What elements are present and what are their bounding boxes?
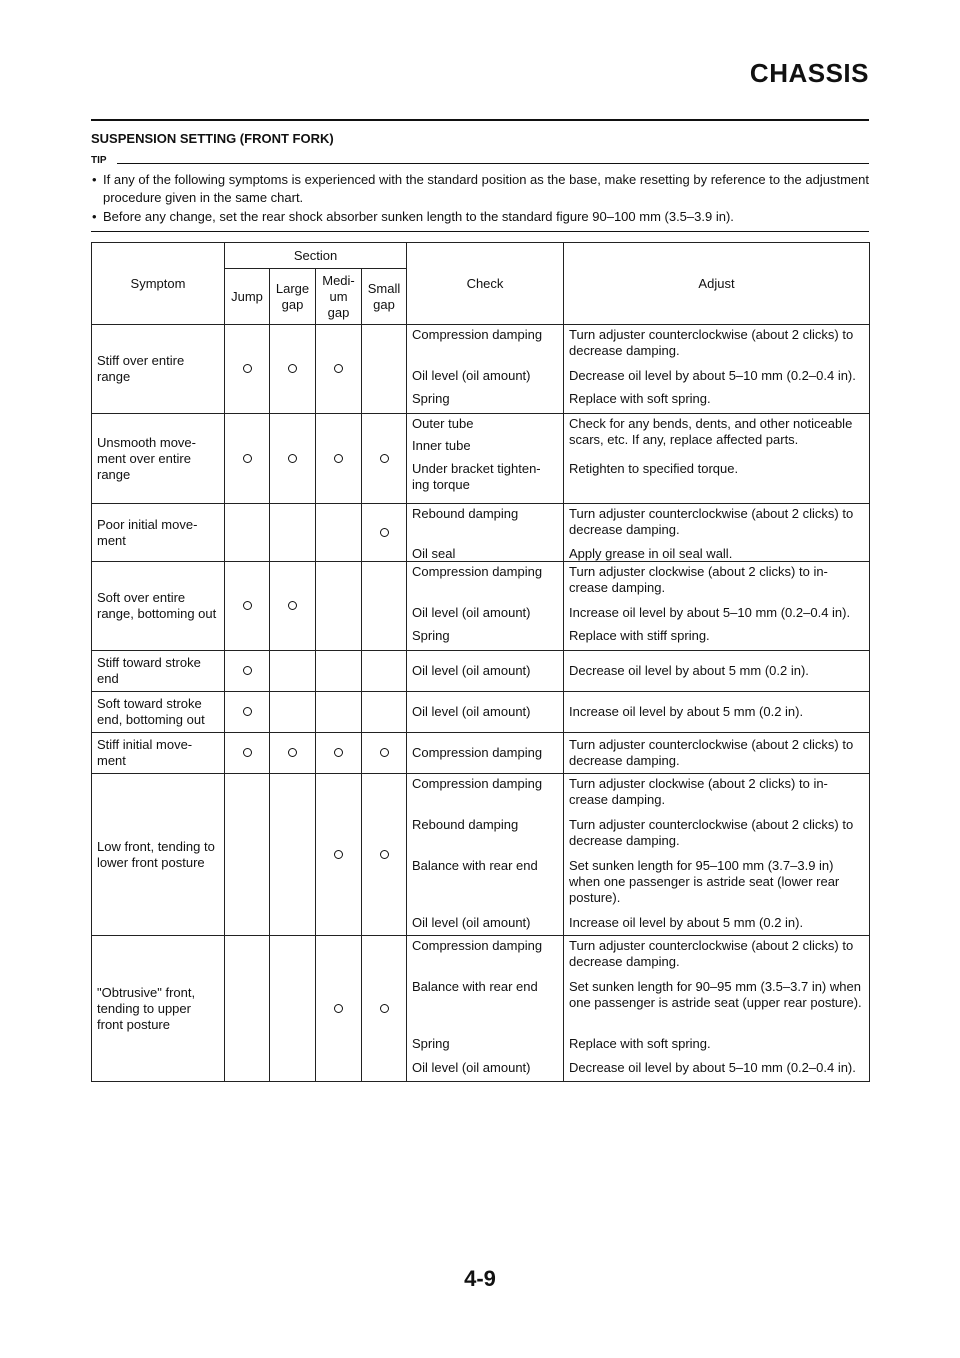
adjust-item: Turn adjuster counterclockwise (about 2 clicks) to decrease damping.: [569, 817, 854, 848]
adjust-item: Turn adjuster counterclockwise (about 2 clicks) to decrease damping.: [569, 938, 854, 969]
jump-mark-cell: [225, 651, 270, 692]
large-gap-mark-cell: [270, 414, 316, 504]
jump-mark-cell: [225, 504, 270, 562]
adjust-item: Check for any bends, dents, and other noticeable scars, etc. If any, replace affected parts.: [569, 416, 853, 447]
small-gap-mark-cell: [362, 733, 407, 774]
jump-mark-cell: [225, 733, 270, 774]
tip-bottom-rule: [91, 231, 869, 232]
table-row: [92, 562, 870, 651]
check-item: Oil level (oil amount): [412, 1060, 531, 1075]
circle-mark-icon: [380, 748, 389, 757]
check-cell: [407, 325, 564, 414]
symptom-cell: Low front, tending to lower front posture: [92, 774, 225, 936]
jump-mark-cell: [225, 414, 270, 504]
small-gap-mark-cell: [362, 414, 407, 504]
medium-gap-mark-cell: [316, 692, 362, 733]
adjust-item: Decrease oil level by about 5 mm (0.2 in).: [569, 663, 809, 678]
header-small-gap: Small gap: [362, 269, 407, 325]
adjust-item: Replace with soft spring.: [569, 1036, 711, 1051]
adjust-item: Decrease oil level by about 5–10 mm (0.2–0.4 in).: [569, 1060, 856, 1075]
check-item: Under bracket tighten- ing torque: [412, 461, 541, 492]
check-item: Oil level (oil amount): [412, 605, 531, 620]
table-row: [92, 733, 870, 774]
symptom-cell: Stiff toward stroke end: [92, 651, 225, 692]
circle-mark-icon: [288, 364, 297, 373]
symptom-cell: Soft over entire range, bottoming out: [92, 562, 225, 651]
adjust-cell: [564, 692, 870, 733]
large-gap-mark-cell: [270, 504, 316, 562]
symptom-cell: Stiff over entire range: [92, 325, 225, 414]
check-item: Balance with rear end: [412, 979, 538, 994]
adjust-cell: [564, 774, 870, 936]
tip-item: • If any of the following symptoms is experienced with the standard position as the base, make resetting by reference to the adjustment procedure given in the same chart.: [91, 171, 869, 207]
table-row: [92, 504, 870, 562]
table-row: [92, 414, 870, 504]
jump-mark-cell: [225, 325, 270, 414]
tip-box: [91, 155, 869, 232]
header-jump: Jump: [225, 269, 270, 325]
check-item: Oil level (oil amount): [412, 663, 531, 678]
header-adjust: Adjust: [564, 243, 870, 325]
circle-mark-icon: [334, 454, 343, 463]
medium-gap-mark-cell: [316, 504, 362, 562]
small-gap-mark-cell: [362, 692, 407, 733]
small-gap-mark-cell: [362, 504, 407, 562]
large-gap-mark-cell: [270, 325, 316, 414]
tip-label: TIP: [91, 155, 107, 166]
check-item: Inner tube: [412, 438, 471, 453]
small-gap-mark-cell: [362, 936, 407, 1082]
large-gap-mark-cell: [270, 692, 316, 733]
header-large-gap: Large gap: [270, 269, 316, 325]
adjust-item: Turn adjuster clockwise (about 2 clicks) to in- crease damping.: [569, 564, 828, 595]
adjust-item: Decrease oil level by about 5–10 mm (0.2–0.4 in).: [569, 368, 856, 383]
table-row: [92, 651, 870, 692]
check-cell: [407, 562, 564, 651]
medium-gap-mark-cell: [316, 325, 362, 414]
circle-mark-icon: [243, 601, 252, 610]
jump-mark-cell: [225, 936, 270, 1082]
medium-gap-mark-cell: [316, 651, 362, 692]
check-cell: [407, 774, 564, 936]
header-check: Check: [407, 243, 564, 325]
check-cell: [407, 733, 564, 774]
jump-mark-cell: [225, 774, 270, 936]
adjust-item: Replace with soft spring.: [569, 391, 711, 406]
check-item: Compression damping: [412, 745, 543, 760]
large-gap-mark-cell: [270, 733, 316, 774]
check-item: Rebound damping: [412, 506, 519, 521]
tip-list: [91, 171, 869, 226]
medium-gap-mark-cell: [316, 414, 362, 504]
circle-mark-icon: [380, 528, 389, 537]
adjust-item: Set sunken length for 95–100 mm (3.7–3.9 in) when one passenger is astride seat (lower rear posture).: [569, 858, 840, 905]
check-cell: [407, 936, 564, 1082]
large-gap-mark-cell: [270, 562, 316, 651]
adjust-cell: [564, 325, 870, 414]
medium-gap-mark-cell: [316, 562, 362, 651]
small-gap-mark-cell: [362, 651, 407, 692]
jump-mark-cell: [225, 692, 270, 733]
suspension-setting-table: [91, 242, 870, 1082]
check-cell: [407, 651, 564, 692]
page-header: [91, 54, 869, 124]
table-row: [92, 692, 870, 733]
check-item: Spring: [412, 628, 450, 643]
adjust-item: Turn adjuster clockwise (about 2 clicks) to in- crease damping.: [569, 776, 828, 807]
symptom-cell: "Obtrusive" front, tending to upper front posture: [92, 936, 225, 1082]
section-title: SUSPENSION SETTING (FRONT FORK): [91, 131, 334, 146]
check-item: Oil level (oil amount): [412, 915, 531, 930]
large-gap-mark-cell: [270, 774, 316, 936]
circle-mark-icon: [243, 666, 252, 675]
adjust-item: Replace with stiff spring.: [569, 628, 710, 643]
check-cell: [407, 692, 564, 733]
page-title: CHASSIS: [749, 58, 869, 88]
page-number: 4-9: [464, 1266, 496, 1291]
header-medium-gap: Medi- um gap: [316, 269, 362, 325]
check-item: Oil level (oil amount): [412, 368, 531, 383]
check-item: Oil level (oil amount): [412, 704, 531, 719]
check-item: Rebound damping: [412, 817, 519, 832]
adjust-item: Apply grease in oil seal wall.: [569, 546, 733, 561]
adjust-item: Retighten to specified torque.: [569, 461, 739, 476]
check-item: Compression damping: [412, 564, 543, 579]
circle-mark-icon: [288, 748, 297, 757]
circle-mark-icon: [380, 1004, 389, 1013]
check-item: Oil seal: [412, 546, 456, 561]
adjust-item: Increase oil level by about 5 mm (0.2 in).: [569, 704, 804, 719]
small-gap-mark-cell: [362, 774, 407, 936]
circle-mark-icon: [334, 364, 343, 373]
tip-header: [91, 155, 869, 169]
adjust-cell: [564, 504, 870, 562]
circle-mark-icon: [380, 454, 389, 463]
table-row: [92, 936, 870, 1082]
adjust-item: Increase oil level by about 5 mm (0.2 in).: [569, 915, 804, 930]
adjust-item: Turn adjuster counterclockwise (about 2 clicks) to decrease damping.: [569, 737, 854, 768]
circle-mark-icon: [243, 748, 252, 757]
header-symptom: Symptom: [92, 243, 225, 325]
medium-gap-mark-cell: [316, 774, 362, 936]
symptom-cell: Soft toward stroke end, bottoming out: [92, 692, 225, 733]
circle-mark-icon: [243, 707, 252, 716]
adjust-cell: [564, 414, 870, 504]
adjust-cell: [564, 733, 870, 774]
adjust-item: Increase oil level by about 5–10 mm (0.2–0.4 in).: [569, 605, 851, 620]
large-gap-mark-cell: [270, 651, 316, 692]
tip-item: • Before any change, set the rear shock absorber sunken length to the standard figure 90–100 mm (3.5–3.9 in).: [91, 208, 869, 226]
table-row: [92, 774, 870, 936]
header-section: Section: [225, 243, 407, 269]
check-item: Outer tube: [412, 416, 474, 431]
small-gap-mark-cell: [362, 325, 407, 414]
large-gap-mark-cell: [270, 936, 316, 1082]
check-cell: [407, 414, 564, 504]
adjust-cell: [564, 562, 870, 651]
adjust-item: Turn adjuster counterclockwise (about 2 clicks) to decrease damping.: [569, 506, 854, 537]
circle-mark-icon: [334, 748, 343, 757]
tip-rule: [117, 163, 869, 164]
circle-mark-icon: [243, 364, 252, 373]
symptom-cell: Poor initial move- ment: [92, 504, 225, 562]
adjust-cell: [564, 936, 870, 1082]
circle-mark-icon: [243, 454, 252, 463]
check-item: Compression damping: [412, 938, 543, 953]
circle-mark-icon: [288, 601, 297, 610]
adjust-cell: [564, 651, 870, 692]
circle-mark-icon: [334, 1004, 343, 1013]
jump-mark-cell: [225, 562, 270, 651]
circle-mark-icon: [288, 454, 297, 463]
small-gap-mark-cell: [362, 562, 407, 651]
check-cell: [407, 504, 564, 562]
header-rule: [91, 119, 869, 121]
check-item: Compression damping: [412, 776, 543, 791]
medium-gap-mark-cell: [316, 733, 362, 774]
symptom-cell: Stiff initial move- ment: [92, 733, 225, 774]
check-item: Spring: [412, 1036, 450, 1051]
check-item: Compression damping: [412, 327, 543, 342]
table-body: [92, 325, 870, 1082]
check-item: Balance with rear end: [412, 858, 538, 873]
check-item: Spring: [412, 391, 450, 406]
circle-mark-icon: [334, 850, 343, 859]
medium-gap-mark-cell: [316, 936, 362, 1082]
table-row: [92, 325, 870, 414]
circle-mark-icon: [380, 850, 389, 859]
adjust-item: Turn adjuster counterclockwise (about 2 clicks) to decrease damping.: [569, 327, 854, 358]
adjust-item: [564, 436, 869, 459]
symptom-cell: Unsmooth move- ment over entire range: [92, 414, 225, 504]
adjust-item: Set sunken length for 90–95 mm (3.5–3.7 in) when one passenger is astride seat (upper rear posture).: [569, 979, 862, 1010]
